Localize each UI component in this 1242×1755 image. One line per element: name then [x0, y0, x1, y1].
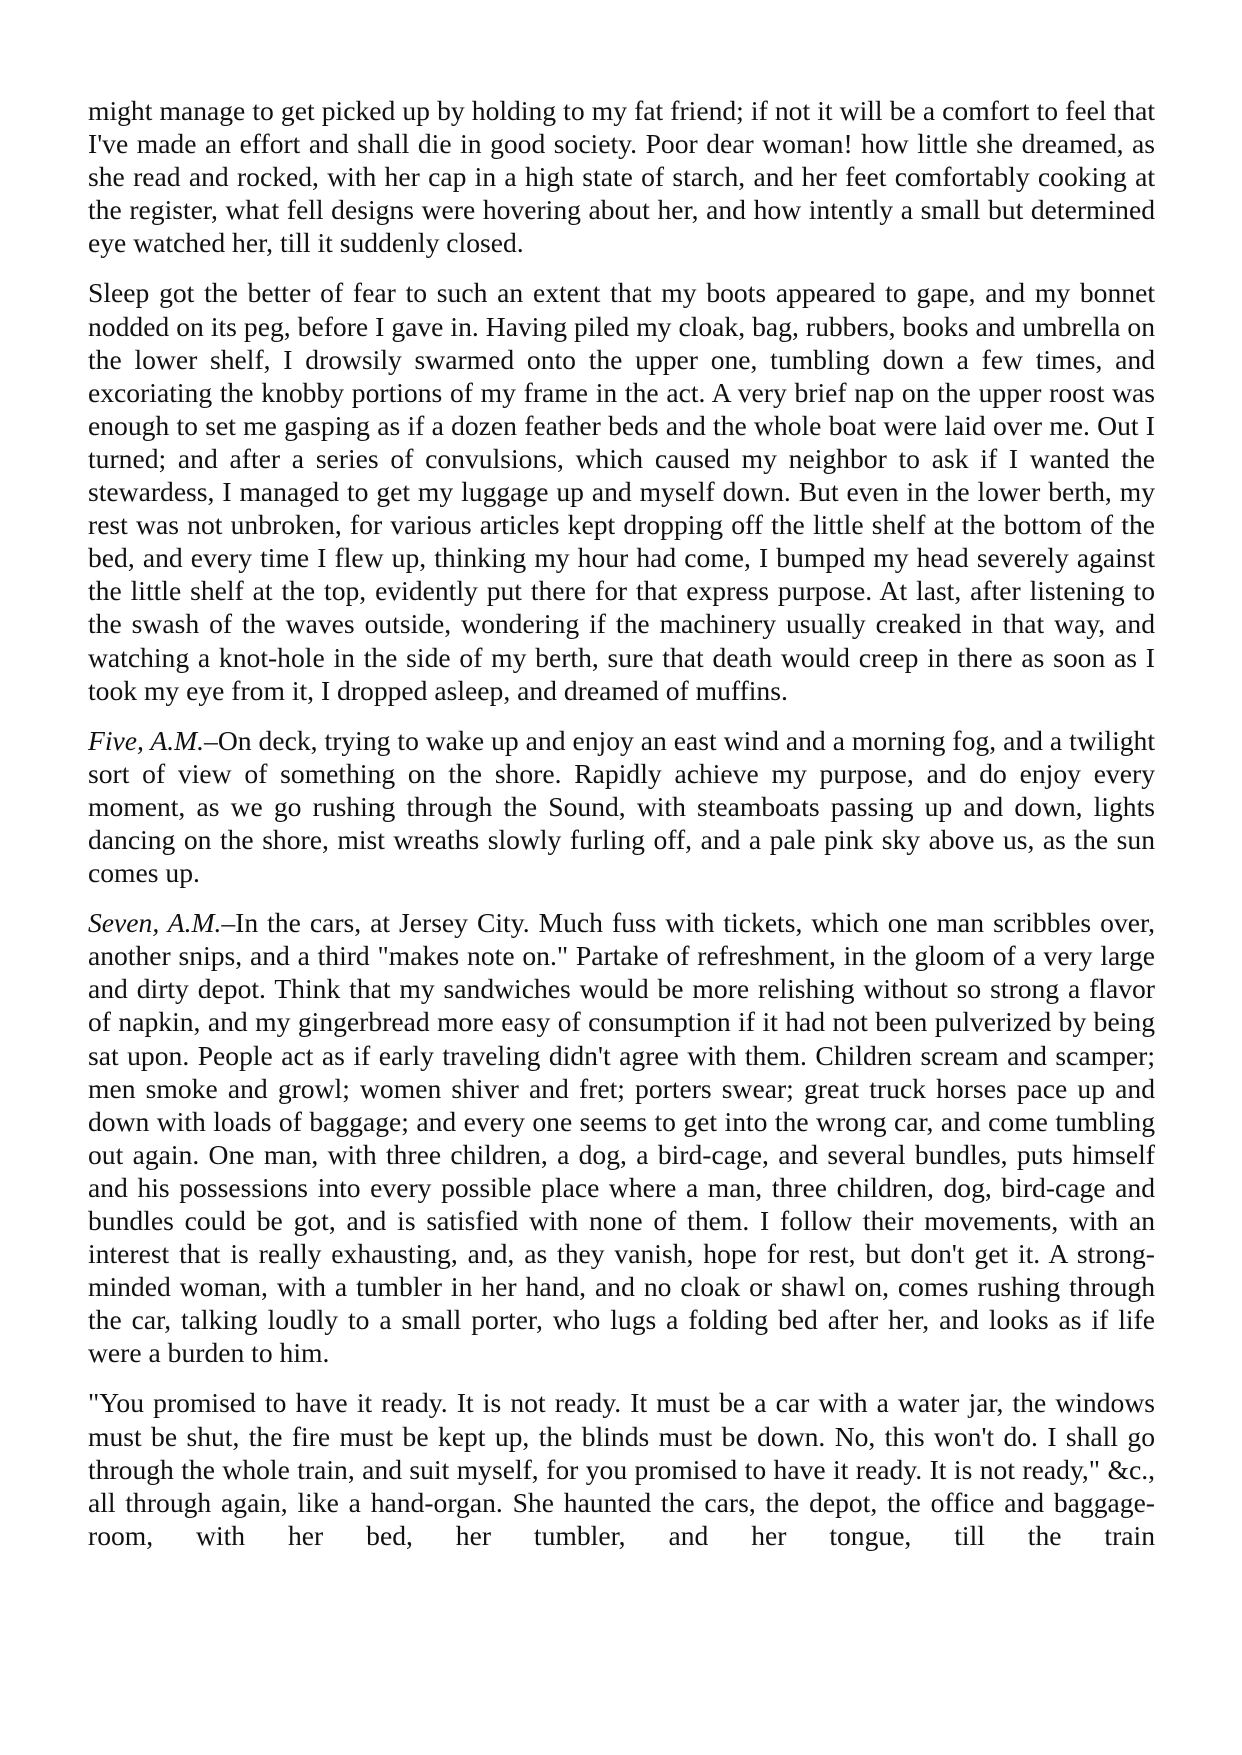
paragraph-3 — [88, 724, 1155, 889]
paragraph-5 — [88, 1386, 1155, 1551]
paragraph-4 — [88, 906, 1155, 1369]
book-page — [88, 94, 1155, 1552]
paragraph-4-text: –In the cars, at Jersey City. Much fuss with tickets, which one man scribbles over, another snips, and a third "makes note on." Partake of refreshment, in the gloom of a very large and dirty depot. Think that my sandwiches would be more relishing without so strong a flavor of napkin, and my gingerbread more easy of consumption if it had not been pulverized by being sat upon. People act as if early traveling didn't agree with them. Children scream and scamper; men smoke and growl; women shiver and fret; porters swear; great truck horses pace up and down with loads of baggage; and every one seems to get into the wrong car, and come tumbling out again. One man, with three children, a dog, a bird-cage, and several bundles, puts himself and his possessions into every possible place where a man, three children, dog, bird-cage and bundles could be got, and is satisfied with none of them. I follow their movements, with an interest that is really exhausting, and, as they vanish, hope for rest, but don't get it. A strong-minded woman, with a tumbler in her hand, and no cloak or shawl on, comes rushing through the car, talking loudly to a small porter, who lugs a folding bed after her, and looks as if life were a burden to him. — [88, 907, 1155, 1369]
paragraph-1 — [88, 94, 1155, 259]
paragraph-3-lead: Five, A.M. — [88, 724, 205, 756]
paragraph-2-text: Sleep got the better of fear to such an extent that my boots appeared to gape, and my bonnet nodded on its peg, before I gave in. Having piled my cloak, bag, rubbers, books and umbrella on the lower shelf, I drowsily swarmed onto the upper one, tumbling down a few times, and excoriating the knobby portions of my frame in the act. A very brief nap on the upper roost was enough to set me gasping as if a dozen feather beds and the whole boat were laid over me. Out I turned; and after a series of convulsions, which caused my neighbor to ask if I wanted the stewardess, I managed to get my luggage up and myself down. But even in the lower berth, my rest was not unbroken, for various articles kept dropping off the little shelf at the bottom of the bed, and every time I flew up, thinking my hour had come, I bumped my head severely against the little shelf at the top, evidently put there for that express purpose. At last, after listening to the swash of the waves outside, wondering if the machinery usually creaked in that way, and watching a knot-hole in the side of my berth, sure that death would creep in there as soon as I took my eye from it, I dropped asleep, and dreamed of muffins. — [88, 277, 1155, 706]
paragraph-5-text: "You promised to have it ready. It is not ready. It must be a car with a water jar, the windows must be shut, the fire must be kept up, the blinds must be down. No, this won't do. I shall go through the whole train, and suit myself, for you promised to have it ready. It is not ready," &c., all through again, like a hand-organ. She haunted the cars, the depot, the office and baggage-room, with her bed, her tumbler, and her tongue, till the train — [88, 1387, 1155, 1551]
paragraph-4-lead: Seven, A.M. — [88, 907, 222, 939]
paragraph-2 — [88, 276, 1155, 706]
paragraph-3-text: –On deck, trying to wake up and enjoy an east wind and a morning fog, and a twilight sort of view of something on the shore. Rapidly achieve my purpose, and do enjoy every moment, as we go rushing through the Sound, with steamboats passing up and down, lights dancing on the shore, mist wreaths slowly furling off, and a pale pink sky above us, as the sun comes up. — [88, 724, 1156, 889]
paragraph-1-text: might manage to get picked up by holding to my fat friend; if not it will be a comfort to feel that I've made an effort and shall die in good society. Poor dear woman! how little she dreamed, as she read and rocked, with her cap in a high state of starch, and her feet comfortably cooking at the register, what fell designs were hovering about her, and how intently a small but determined eye watched her, till it suddenly closed. — [88, 95, 1155, 259]
